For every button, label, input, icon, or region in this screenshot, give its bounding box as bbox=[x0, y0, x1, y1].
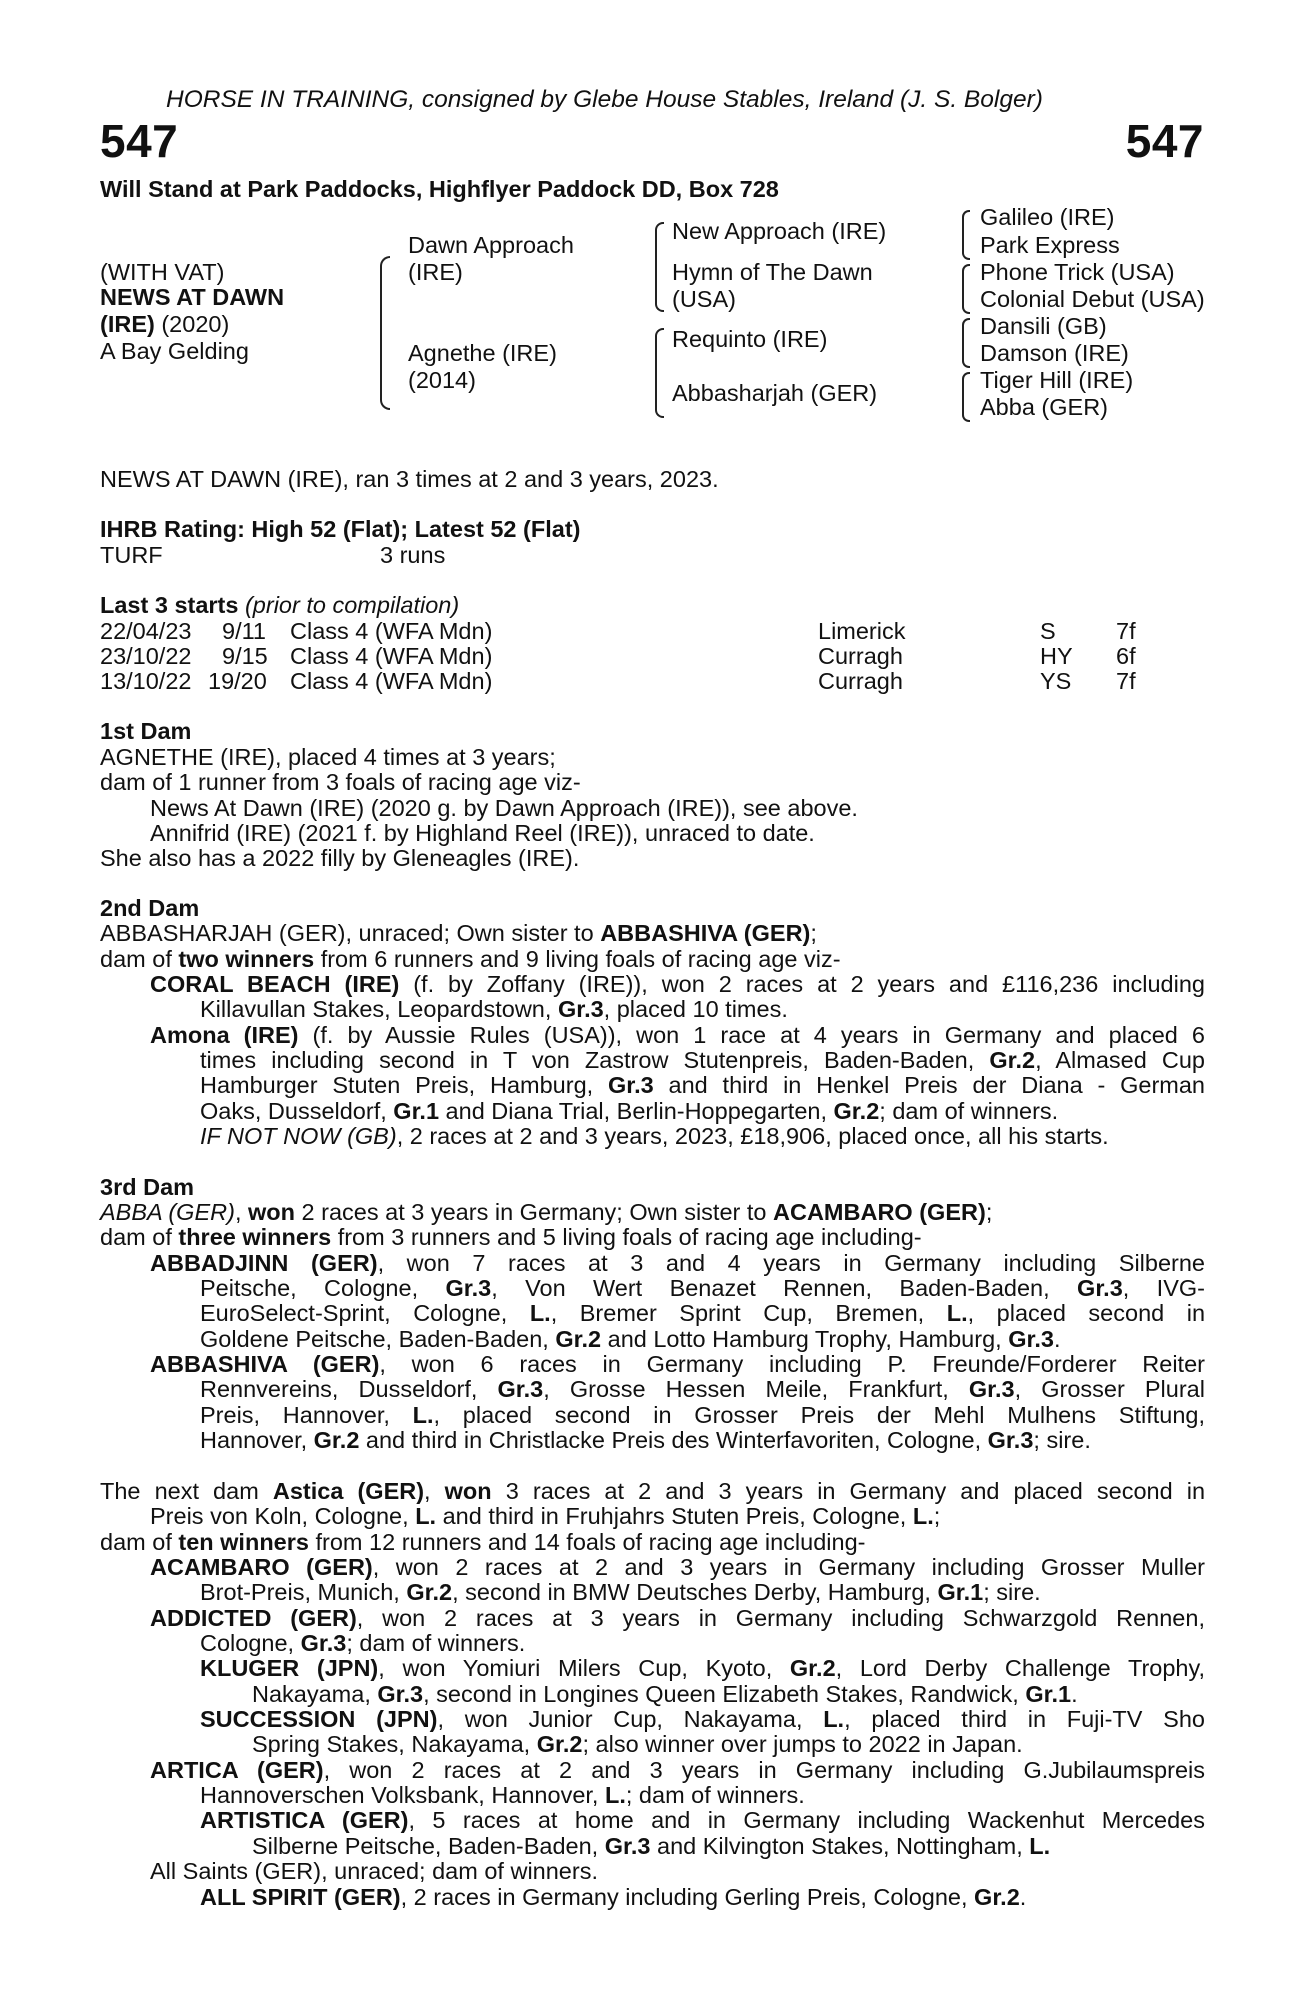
text-bold: Gr.3 bbox=[557, 996, 604, 1022]
sire: Dawn Approach bbox=[408, 232, 574, 258]
text: , placed 10 times. bbox=[603, 996, 788, 1022]
rating-title: IHRB Rating: High 52 (Flat); Latest 52 (Flat) bbox=[100, 516, 581, 542]
horse-name-bold: ADDICTED (GER) bbox=[150, 1605, 357, 1631]
dam3-line bbox=[200, 1427, 1091, 1454]
stand-location: Will Stand at Park Paddocks, Highflyer Paddock DD, Box 728 bbox=[100, 176, 779, 202]
text: and Kilvington Stakes, Nottingham, bbox=[650, 1833, 1030, 1859]
next-dam-line bbox=[200, 1706, 1205, 1733]
text: , second in Longines Queen Elizabeth Stakes, Randwick, bbox=[423, 1681, 1026, 1707]
text: Silberne Peitsche, Baden-Baden, bbox=[252, 1833, 605, 1859]
text-bold: Gr.3 bbox=[445, 1275, 492, 1301]
pedigree-brace-dam bbox=[655, 328, 664, 418]
text-bold: Astica (GER) bbox=[272, 1478, 425, 1504]
text-bold: two winners bbox=[178, 946, 315, 972]
text: Goldene Peitsche, Baden-Baden, bbox=[200, 1326, 556, 1352]
horse-name-bold: SUCCESSION (JPN) bbox=[200, 1706, 438, 1732]
text: , 5 races at home and in Germany including Wackenhut Mercedes bbox=[408, 1807, 1205, 1833]
gg-3: Phone Trick (USA) bbox=[980, 259, 1175, 285]
starts-heading bbox=[100, 592, 459, 619]
vat-label: (WITH VAT) bbox=[100, 259, 225, 285]
text: , won 6 races in Germany including P. Freunde/Forderer Reiter bbox=[379, 1351, 1205, 1377]
text-bold: Gr.1 bbox=[1025, 1681, 1072, 1707]
start-date: 23/10/22 bbox=[100, 643, 192, 669]
start-distance: 7f bbox=[1116, 668, 1136, 694]
dam3-line bbox=[150, 1351, 1205, 1378]
text: , placed third in Fuji-TV Sho bbox=[844, 1706, 1205, 1732]
next-dam-line bbox=[200, 1579, 1041, 1606]
text: Hannover, bbox=[200, 1427, 314, 1453]
text: dam of bbox=[100, 1529, 179, 1555]
text-bold: Gr.3 bbox=[604, 1833, 651, 1859]
starts-note: (prior to compilation) bbox=[238, 592, 460, 618]
next-dam-line bbox=[252, 1833, 1050, 1860]
dam-sire: Requinto (IRE) bbox=[672, 326, 828, 352]
pedigree-brace-g4 bbox=[962, 372, 970, 422]
text: , second in BMW Deutsches Derby, Hamburg, bbox=[452, 1579, 938, 1605]
text: EuroSelect-Sprint, Cologne, bbox=[200, 1300, 530, 1326]
text: , Lord Derby Challenge Trophy, bbox=[835, 1655, 1206, 1681]
gg-4: Colonial Debut (USA) bbox=[980, 286, 1205, 312]
dam2-line bbox=[200, 1047, 1205, 1074]
text-bold: Gr.2 bbox=[789, 1655, 836, 1681]
dam2-line bbox=[200, 1072, 1205, 1099]
text-bold: Gr.1 bbox=[393, 1098, 440, 1124]
dam2-line bbox=[100, 920, 817, 947]
text-bold: Gr.3 bbox=[377, 1681, 424, 1707]
next-dam-line bbox=[150, 1503, 940, 1530]
text-bold: ACAMBARO (GER) bbox=[773, 1199, 986, 1225]
text-bold: Gr.3 bbox=[1008, 1326, 1054, 1352]
text: Peitsche, Cologne, bbox=[200, 1275, 446, 1301]
text-bold: L. bbox=[412, 1402, 434, 1428]
text-bold: three winners bbox=[178, 1224, 332, 1250]
dam2-line bbox=[200, 996, 788, 1023]
text: , 2 races at 2 and 3 years, 2023, £18,906, placed once, all his starts. bbox=[396, 1123, 1109, 1149]
gg-8: Abba (GER) bbox=[980, 394, 1108, 420]
horse-name-bold: ARTISTICA (GER) bbox=[200, 1807, 409, 1833]
text: and Lotto Hamburg Trophy, Hamburg, bbox=[601, 1326, 1009, 1352]
dam3-line bbox=[150, 1250, 1205, 1277]
start-date: 22/04/23 bbox=[100, 618, 192, 644]
text: , won Yomiuri Milers Cup, Kyoto, bbox=[378, 1655, 790, 1681]
text: and third in Christlacke Preis des Winterfavoriten, Cologne, bbox=[359, 1427, 988, 1453]
dam1-line: News At Dawn (IRE) (2020 g. by Dawn Approach (IRE)), see above. bbox=[150, 795, 858, 821]
text: , placed second in bbox=[967, 1300, 1206, 1326]
text-bold: L. bbox=[529, 1300, 551, 1326]
dam3-line bbox=[200, 1402, 1205, 1429]
text-bold: won bbox=[248, 1199, 295, 1225]
start-position: 9/15 bbox=[222, 643, 268, 669]
horse-name-bold: ALL SPIRIT (GER) bbox=[200, 1884, 401, 1910]
text: , Grosse Hessen Meile, Frankfurt, bbox=[543, 1376, 969, 1402]
text: and third in Henkel Preis der Diana - German bbox=[653, 1072, 1205, 1098]
gg-1: Galileo (IRE) bbox=[980, 204, 1115, 230]
text-bold: Gr.3 bbox=[607, 1072, 654, 1098]
text: Cologne, bbox=[200, 1630, 301, 1656]
start-going: S bbox=[1040, 618, 1056, 644]
start-distance: 7f bbox=[1116, 618, 1136, 644]
text: . bbox=[1019, 1884, 1027, 1910]
text: ; sire. bbox=[1033, 1427, 1091, 1453]
start-position: 9/11 bbox=[222, 618, 266, 644]
horse-description: A Bay Gelding bbox=[100, 338, 249, 364]
text-bold: Gr.2 bbox=[313, 1427, 360, 1453]
text: ; dam of winners. bbox=[346, 1630, 526, 1656]
next-dam-line bbox=[252, 1731, 1023, 1758]
rating-runs: 3 runs bbox=[380, 542, 446, 568]
text: ; bbox=[985, 1199, 993, 1225]
pedigree-brace-g1 bbox=[962, 210, 970, 260]
text-bold: Gr.1 bbox=[937, 1579, 984, 1605]
horse-name-bold: Amona (IRE) bbox=[150, 1022, 299, 1048]
next-dam-line: All Saints (GER), unraced; dam of winners. bbox=[150, 1858, 598, 1884]
horse-name-line2 bbox=[100, 311, 229, 338]
start-going: HY bbox=[1040, 643, 1073, 669]
text: , won 2 races at 2 and 3 years in Germany including G.Jubilaumspreis bbox=[323, 1757, 1205, 1783]
text: , 2 races in Germany including Gerling Preis, Cologne, bbox=[400, 1884, 975, 1910]
dam3-line bbox=[200, 1326, 1060, 1353]
text: , won 7 races at 3 and 4 years in Germany including Silberne bbox=[377, 1250, 1205, 1276]
text-bold: Gr.3 bbox=[1077, 1275, 1123, 1301]
dam1-line: dam of 1 runner from 3 foals of racing age viz- bbox=[100, 769, 581, 795]
text: Preis von Koln, Cologne, bbox=[150, 1503, 416, 1529]
horse-country: (IRE) bbox=[100, 311, 155, 337]
start-race: Class 4 (WFA Mdn) bbox=[290, 618, 493, 644]
dam3-title: 3rd Dam bbox=[100, 1174, 195, 1200]
dam1-line: Annifrid (IRE) (2021 f. by Highland Reel (IRE)), unraced to date. bbox=[150, 820, 815, 846]
text: , Almased Cup bbox=[1035, 1047, 1205, 1073]
lot-number-right: 547 bbox=[1125, 115, 1204, 167]
text-bold: Gr.3 bbox=[497, 1376, 544, 1402]
text-bold: Gr.2 bbox=[406, 1579, 453, 1605]
sire-dam-country: (USA) bbox=[672, 286, 736, 312]
text: and third in Fruhjahrs Stuten Preis, Cologne, bbox=[436, 1503, 913, 1529]
start-position: 19/20 bbox=[208, 668, 267, 694]
text: dam of bbox=[100, 946, 179, 972]
next-dam-line bbox=[200, 1655, 1205, 1682]
text-bold: won bbox=[444, 1478, 492, 1504]
text: ; dam of winners. bbox=[879, 1098, 1059, 1124]
dam: Agnethe (IRE) bbox=[408, 340, 557, 366]
horse-name-bold: ARTICA (GER) bbox=[150, 1757, 324, 1783]
dam2-line bbox=[100, 946, 841, 973]
horse-name-bold: ABBADJINN (GER) bbox=[150, 1250, 378, 1276]
start-going: YS bbox=[1040, 668, 1072, 694]
next-dam-line bbox=[150, 1554, 1205, 1581]
text: , IVG- bbox=[1122, 1275, 1205, 1301]
text: Oaks, Dusseldorf, bbox=[200, 1098, 394, 1124]
text: dam of bbox=[100, 1224, 179, 1250]
gg-6: Damson (IRE) bbox=[980, 340, 1129, 366]
dam3-line bbox=[200, 1376, 1205, 1403]
dam2-line bbox=[200, 1123, 1109, 1150]
starts-title: Last 3 starts bbox=[100, 592, 239, 618]
next-dam-line bbox=[200, 1630, 525, 1657]
text: 3 races at 2 and 3 years in Germany and placed second in bbox=[491, 1478, 1206, 1504]
text-bold: L. bbox=[415, 1503, 437, 1529]
text: from 6 runners and 9 living foals of racing age viz- bbox=[314, 946, 841, 972]
text-bold: L. bbox=[912, 1503, 934, 1529]
dam1-line: She also has a 2022 filly by Gleneagles (IRE). bbox=[100, 845, 580, 871]
horse-name-bold: CORAL BEACH (IRE) bbox=[150, 971, 400, 997]
text: ; dam of winners. bbox=[625, 1782, 805, 1808]
pedigree-brace-g2 bbox=[962, 264, 970, 314]
text: , bbox=[234, 1199, 248, 1225]
text: . bbox=[1071, 1681, 1078, 1707]
text: ; also winner over jumps to 2022 in Japan. bbox=[582, 1731, 1023, 1757]
horse-name: NEWS AT DAWN bbox=[100, 284, 285, 310]
text: The next dam bbox=[100, 1478, 273, 1504]
text: Hamburger Stuten Preis, Hamburg, bbox=[200, 1072, 608, 1098]
text: Nakayama, bbox=[252, 1681, 378, 1707]
pedigree-brace-sire bbox=[655, 222, 664, 312]
text-bold: L. bbox=[823, 1706, 845, 1732]
text-bold: Gr.3 bbox=[987, 1427, 1034, 1453]
start-course: Limerick bbox=[818, 618, 906, 644]
text: (f. by Zoffany (IRE)), won 2 races at 2 years and £116,236 including bbox=[399, 971, 1205, 997]
next-dam-line bbox=[100, 1478, 1205, 1505]
sire-country: (IRE) bbox=[408, 259, 463, 285]
start-course: Curragh bbox=[818, 643, 903, 669]
start-race: Class 4 (WFA Mdn) bbox=[290, 668, 493, 694]
text: Spring Stakes, Nakayama, bbox=[252, 1731, 537, 1757]
start-date: 13/10/22 bbox=[100, 668, 192, 694]
text-italic: IF NOT NOW (GB) bbox=[200, 1123, 397, 1149]
text: 2 races at 3 years in Germany; Own sister to bbox=[295, 1199, 774, 1225]
text: Preis, Hannover, bbox=[200, 1402, 413, 1428]
text: ABBASHARJAH (GER), unraced; Own sister to bbox=[100, 920, 601, 946]
text: , won 2 races at 3 years in Germany including Schwarzgold Rennen, bbox=[356, 1605, 1205, 1631]
dam2-line bbox=[150, 971, 1205, 998]
text: , Bremer Sprint Cup, Bremen, bbox=[550, 1300, 947, 1326]
text-bold: Gr.2 bbox=[536, 1731, 583, 1757]
text-italic: ABBA (GER) bbox=[100, 1199, 235, 1225]
pedigree-brace-main bbox=[380, 256, 390, 410]
next-dam-line bbox=[200, 1807, 1205, 1834]
pedigree-brace-g3 bbox=[962, 318, 970, 368]
text: , Von Wert Benazet Rennen, Baden-Baden, bbox=[491, 1275, 1078, 1301]
dam-year: (2014) bbox=[408, 367, 476, 393]
text: , placed second in Grosser Preis der Mehl Mulhens Stiftung, bbox=[433, 1402, 1205, 1428]
next-dam-line bbox=[200, 1884, 1026, 1911]
text: ; bbox=[810, 920, 817, 946]
text: times including second in T von Zastrow Stutenpreis, Baden-Baden, bbox=[200, 1047, 990, 1073]
text: from 3 runners and 5 living foals of racing age including- bbox=[331, 1224, 922, 1250]
text-bold: ABBASHIVA (GER) bbox=[600, 920, 811, 946]
text-bold: Gr.2 bbox=[989, 1047, 1036, 1073]
sire-dam: Hymn of The Dawn bbox=[672, 259, 873, 285]
next-dam-line bbox=[150, 1757, 1205, 1784]
text-bold: Gr.2 bbox=[555, 1326, 602, 1352]
text-bold: ten winners bbox=[178, 1529, 309, 1555]
text-bold: L. bbox=[946, 1300, 968, 1326]
dam2-title: 2nd Dam bbox=[100, 895, 200, 921]
horse-name-bold: ABBASHIVA (GER) bbox=[150, 1351, 380, 1377]
horse-year: (2020) bbox=[154, 311, 230, 337]
text: Brot-Preis, Munich, bbox=[200, 1579, 407, 1605]
text: , won 2 races at 2 and 3 years in Germany including Grosser Muller bbox=[372, 1554, 1205, 1580]
text-bold: Gr.3 bbox=[300, 1630, 347, 1656]
dam3-line bbox=[200, 1300, 1205, 1327]
dam1-title: 1st Dam bbox=[100, 718, 192, 744]
text: , won Junior Cup, Nakayama, bbox=[437, 1706, 824, 1732]
text: (f. by Aussie Rules (USA)), won 1 race at 4 years in Germany and placed 6 bbox=[298, 1022, 1205, 1048]
next-dam-line bbox=[100, 1529, 865, 1556]
start-race: Class 4 (WFA Mdn) bbox=[290, 643, 493, 669]
sire-sire: New Approach (IRE) bbox=[672, 218, 887, 244]
dam3-line bbox=[100, 1224, 922, 1251]
text-bold: L. bbox=[1029, 1833, 1051, 1859]
dam1-line: AGNETHE (IRE), placed 4 times at 3 years; bbox=[100, 744, 556, 770]
dam3-line bbox=[100, 1199, 992, 1226]
consignment-line: HORSE IN TRAINING, consigned by Glebe House Stables, Ireland (J. S. Bolger) bbox=[166, 86, 1043, 113]
text: from 12 runners and 14 foals of racing age including- bbox=[308, 1529, 866, 1555]
text: , Grosser Plural bbox=[1014, 1376, 1205, 1402]
start-distance: 6f bbox=[1116, 643, 1136, 669]
gg-5: Dansili (GB) bbox=[980, 313, 1107, 339]
start-course: Curragh bbox=[818, 668, 903, 694]
next-dam-line bbox=[200, 1782, 805, 1809]
text: Hannoverschen Volksbank, Hannover, bbox=[200, 1782, 605, 1808]
next-dam-line bbox=[252, 1681, 1078, 1708]
gg-7: Tiger Hill (IRE) bbox=[980, 367, 1134, 393]
race-summary: NEWS AT DAWN (IRE), ran 3 times at 2 and 3 years, 2023. bbox=[100, 466, 719, 492]
dam-dam: Abbasharjah (GER) bbox=[672, 380, 878, 406]
next-dam-line bbox=[150, 1605, 1205, 1632]
dam3-line bbox=[200, 1275, 1205, 1302]
dam2-line bbox=[150, 1022, 1205, 1049]
text: Rennvereins, Dusseldorf, bbox=[200, 1376, 498, 1402]
lot-number-left: 547 bbox=[100, 115, 179, 167]
text-bold: Gr.2 bbox=[974, 1884, 1020, 1910]
gg-2: Park Express bbox=[980, 232, 1120, 258]
text-bold: Gr.2 bbox=[833, 1098, 880, 1124]
dam2-line bbox=[200, 1098, 1058, 1125]
text: ; sire. bbox=[983, 1579, 1041, 1605]
rating-surface: TURF bbox=[100, 542, 163, 568]
horse-name-bold: ACAMBARO (GER) bbox=[150, 1554, 373, 1580]
text: Killavullan Stakes, Leopardstown, bbox=[200, 996, 558, 1022]
text: and Diana Trial, Berlin-Hoppegarten, bbox=[439, 1098, 834, 1124]
text: . bbox=[1053, 1326, 1061, 1352]
text: ; bbox=[933, 1503, 941, 1529]
text: , bbox=[424, 1478, 445, 1504]
text-bold: Gr.3 bbox=[968, 1376, 1015, 1402]
text-bold: L. bbox=[604, 1782, 626, 1808]
horse-name-bold: KLUGER (JPN) bbox=[200, 1655, 379, 1681]
